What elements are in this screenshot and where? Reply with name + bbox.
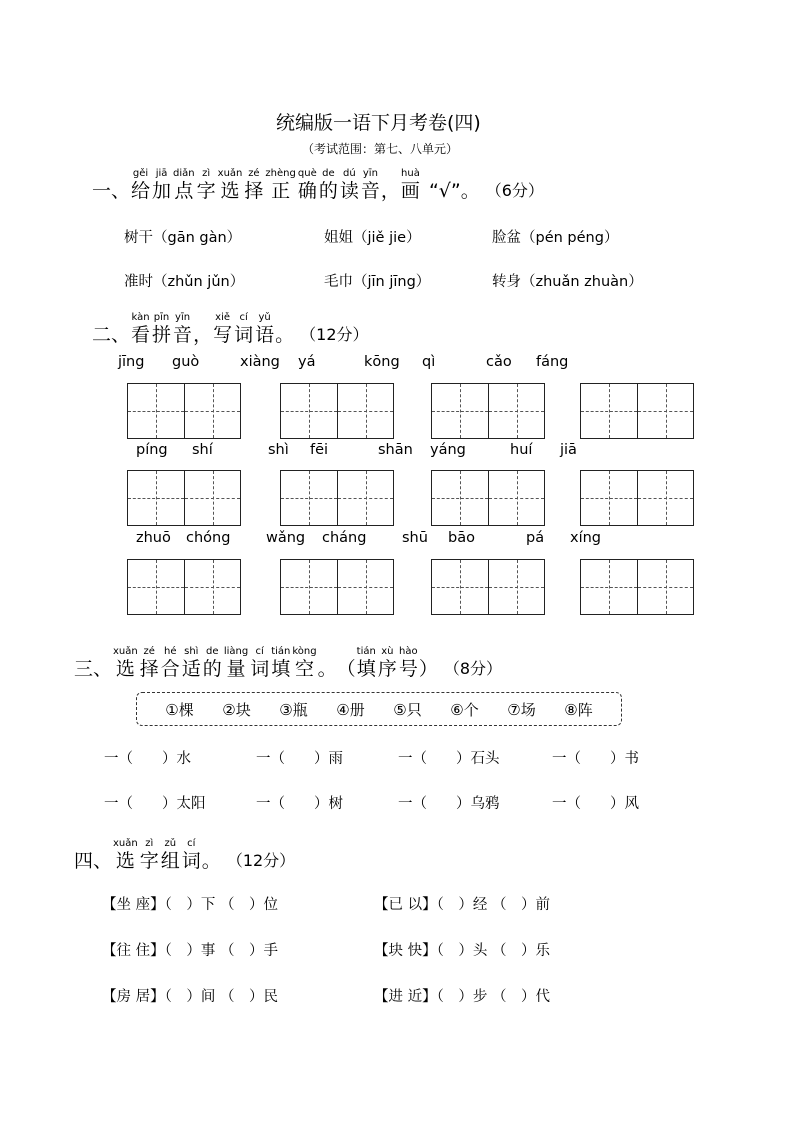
- section3-paren-char: [357, 646, 376, 680]
- hanzi-character: 序: [377, 658, 397, 680]
- section3-char: [224, 646, 248, 680]
- pinyin-annotation: cí: [239, 312, 248, 323]
- section1-char: [152, 168, 171, 202]
- section4-char: [113, 838, 138, 872]
- pinyin-annotation: xiě: [215, 312, 231, 323]
- section4-char: [182, 838, 201, 872]
- hanzi-character: 量: [226, 658, 246, 680]
- hanzi-character: 择: [139, 658, 159, 680]
- pinyin-label: guò: [172, 354, 200, 370]
- pinyin-label: jiā: [560, 442, 577, 458]
- fill-blank-item[interactable]: 一（ ）太阳: [104, 796, 206, 812]
- section4-heading: [74, 838, 295, 872]
- pinyin-label: bāo: [448, 530, 475, 546]
- hanzi-character: 加: [152, 180, 172, 202]
- pinyin-label: cháng: [322, 530, 367, 546]
- pinyin-label: shì: [268, 442, 289, 458]
- section2-char: [131, 312, 150, 346]
- writing-grid[interactable]: [431, 383, 545, 439]
- pinyin-annotation: zé: [248, 168, 260, 179]
- section1-heading: [92, 168, 544, 202]
- hanzi-character: 字: [139, 850, 159, 872]
- fill-blank-item[interactable]: 一（ ）风: [552, 796, 639, 812]
- section1-char: [340, 168, 359, 202]
- pinyin-annotation: xuǎn: [217, 168, 243, 179]
- word-group-item[interactable]: 【坐 座】（ ）下 （ ）位: [102, 897, 278, 913]
- pinyin-annotation: xù: [381, 646, 394, 657]
- pinyin-annotation: shì: [184, 646, 199, 657]
- hanzi-character: 择: [244, 180, 264, 202]
- bank-option: ⑥个: [450, 700, 479, 719]
- section2-score: （12分）: [300, 325, 369, 344]
- pinyin-label: yáng: [430, 442, 466, 458]
- s1-item: 树干（gān gàn）: [124, 230, 242, 246]
- section1-score: （6分）: [485, 181, 544, 200]
- section4-char: [161, 838, 180, 872]
- pinyin-label: yá: [298, 354, 316, 370]
- s1-item: 姐姐（jiě jie）: [324, 230, 421, 246]
- pinyin-annotation: tián: [271, 646, 291, 657]
- hanzi-character: 拼: [152, 324, 172, 346]
- section1-comma: ，: [380, 180, 400, 202]
- writing-grid[interactable]: [580, 559, 694, 615]
- pinyin-annotation: tián: [356, 646, 376, 657]
- hanzi-character: 词: [181, 850, 201, 872]
- section1-char: [244, 168, 263, 202]
- pinyin-label: shān: [378, 442, 413, 458]
- pinyin-label: pá: [526, 530, 545, 546]
- pinyin-label: wǎng: [266, 530, 306, 546]
- writing-grid[interactable]: [280, 470, 394, 526]
- bank-option: ①棵: [165, 700, 194, 719]
- hanzi-character: 读: [339, 180, 359, 202]
- bank-option: ⑦场: [507, 700, 536, 719]
- section1-char: [173, 168, 195, 202]
- pinyin-annotation: zé: [143, 646, 155, 657]
- hanzi-character: 选: [220, 180, 240, 202]
- section3-paren-char: [378, 646, 397, 680]
- pinyin-annotation: diǎn: [173, 168, 195, 179]
- section1-char: [197, 168, 216, 202]
- hanzi-character: 空: [294, 658, 314, 680]
- section1-char: [131, 168, 150, 202]
- hanzi-character: 合: [160, 658, 180, 680]
- hanzi-character: 语: [255, 324, 275, 346]
- section1-char: [265, 168, 295, 202]
- bank-option: ③瓶: [279, 700, 308, 719]
- writing-grid[interactable]: [580, 470, 694, 526]
- pinyin-label: fēi: [310, 442, 329, 458]
- pinyin-annotation: de: [322, 168, 335, 179]
- section1-char: [361, 168, 380, 202]
- section1-char: [218, 168, 243, 202]
- s1-item: 毛巾（jīn jīng）: [324, 274, 431, 290]
- section4-score: （12分）: [226, 851, 296, 870]
- pinyin-annotation: gěi: [132, 168, 149, 179]
- section2-char: [234, 312, 253, 346]
- writing-grid[interactable]: [431, 470, 545, 526]
- pinyin-annotation: què: [297, 168, 317, 179]
- fill-blank-item[interactable]: 一（ ）乌鸦: [398, 796, 500, 812]
- section2-char: [213, 312, 232, 346]
- writing-grid[interactable]: [580, 383, 694, 439]
- exam-title: 统编版一语下月考卷(四): [276, 112, 481, 134]
- pinyin-label: huí: [510, 442, 533, 458]
- hanzi-character: 给: [131, 180, 151, 202]
- hanzi-character: 填: [271, 658, 291, 680]
- word-group-item[interactable]: 【房 居】（ ）间 （ ）民: [102, 989, 278, 1005]
- hanzi-character: 看: [131, 324, 151, 346]
- fill-blank-item[interactable]: 一（ ）树: [256, 796, 343, 812]
- hanzi-character: 的: [202, 658, 222, 680]
- writing-grid[interactable]: [431, 559, 545, 615]
- hanzi-character: 选: [115, 658, 135, 680]
- pinyin-annotation: hào: [399, 646, 418, 657]
- pinyin-label: cǎo: [486, 354, 512, 370]
- word-group-item[interactable]: 【块 快】（ ）头 （ ）乐: [374, 943, 550, 959]
- section3-char: [292, 646, 316, 680]
- pinyin-annotation: cí: [255, 646, 264, 657]
- section3-char: [203, 646, 222, 680]
- fill-blank-item[interactable]: 一（ ）书: [552, 751, 639, 767]
- section4-number: 四、: [74, 850, 113, 872]
- section3-number: 三、: [74, 658, 113, 680]
- pinyin-annotation: yīn: [175, 312, 191, 323]
- pinyin-label: chóng: [186, 530, 231, 546]
- s1-item: 转身（zhuǎn zhuàn）: [492, 274, 643, 290]
- exam-scope: （考试范围：第七、八单元）: [302, 142, 459, 156]
- pinyin-annotation: pīn: [153, 312, 170, 323]
- writing-grid[interactable]: [280, 383, 394, 439]
- pinyin-annotation: xuǎn: [113, 838, 138, 849]
- pinyin-annotation: zì: [145, 838, 154, 849]
- pinyin-annotation: yīn: [362, 168, 378, 179]
- pinyin-label: shí: [192, 442, 213, 458]
- section1-char: [298, 168, 317, 202]
- writing-grid[interactable]: [280, 559, 394, 615]
- hanzi-character: 音: [360, 180, 380, 202]
- fill-blank-item[interactable]: 一（ ）雨: [256, 751, 343, 767]
- hanzi-character: 点: [174, 180, 194, 202]
- s1-item: 准时（zhǔn jǔn）: [124, 274, 245, 290]
- section3-char: [113, 646, 138, 680]
- section3-heading: [74, 646, 502, 680]
- pinyin-annotation: zǔ: [164, 838, 177, 849]
- hanzi-character: 的: [318, 180, 338, 202]
- word-group-item[interactable]: 【进 近】（ ）步 （ ）代: [374, 989, 550, 1005]
- section3-char: [140, 646, 159, 680]
- s1-item: 脸盆（pén péng）: [492, 230, 619, 246]
- pinyin-annotation: zhèng: [265, 168, 296, 179]
- section3-paren-open: （: [336, 658, 356, 680]
- pinyin-label: qì: [422, 354, 436, 370]
- hanzi-character: 词: [234, 324, 254, 346]
- hanzi-character: 填: [356, 658, 376, 680]
- section2-heading: [92, 312, 369, 346]
- hanzi-character: 确: [297, 180, 317, 202]
- hanzi-character: 音: [173, 324, 193, 346]
- hanzi-character: 字: [196, 180, 216, 202]
- section4-end: 。: [201, 850, 221, 872]
- writing-grid[interactable]: [127, 559, 241, 615]
- pinyin-annotation: yǔ: [258, 312, 271, 323]
- hanzi-character: 正: [271, 180, 291, 202]
- bank-option: ②块: [222, 700, 251, 719]
- word-group-item[interactable]: 【已 以】（ ）经 （ ）前: [374, 897, 550, 913]
- fill-blank-item[interactable]: 一（ ）水: [104, 751, 191, 767]
- section3-char: [271, 646, 290, 680]
- pinyin-label: xíng: [570, 530, 602, 546]
- section1-number: 一、: [92, 180, 131, 202]
- bank-option: ⑤只: [393, 700, 422, 719]
- section3-char: [161, 646, 180, 680]
- pinyin-label: zhuō: [136, 530, 171, 546]
- section1-char-hua: huà 画: [400, 168, 420, 202]
- pinyin-label: kōng: [364, 354, 400, 370]
- pinyin-annotation: xuǎn: [113, 646, 138, 657]
- writing-grid[interactable]: [127, 383, 241, 439]
- word-group-item[interactable]: 【往 住】（ ）事 （ ）手: [102, 943, 278, 959]
- pinyin-annotation: de: [206, 646, 219, 657]
- pinyin-label: jīng: [118, 354, 145, 370]
- hanzi-character: 适: [181, 658, 201, 680]
- pinyin-annotation: liàng: [223, 646, 249, 657]
- section2-end: 。: [275, 324, 295, 346]
- writing-grid[interactable]: [127, 470, 241, 526]
- section2-char: [152, 312, 171, 346]
- section3-char: [182, 646, 201, 680]
- pinyin-label: xiàng: [240, 354, 280, 370]
- section4-char: [140, 838, 159, 872]
- pinyin-annotation: hé: [164, 646, 177, 657]
- pinyin-annotation: jiā: [155, 168, 168, 179]
- section3-end: 。: [317, 658, 337, 680]
- section3-paren-char: [399, 646, 418, 680]
- hanzi-character: 组: [160, 850, 180, 872]
- section3-paren-close: ）: [418, 658, 438, 680]
- bank-option: ⑧阵: [564, 700, 593, 719]
- pinyin-annotation: dú: [343, 168, 356, 179]
- pinyin-annotation: cí: [187, 838, 196, 849]
- hanzi-character: 词: [250, 658, 270, 680]
- hanzi-character: 选: [115, 850, 135, 872]
- bank-option: ④册: [336, 700, 365, 719]
- section1-char: [319, 168, 338, 202]
- section2-char: [173, 312, 192, 346]
- pinyin-annotation: zì: [202, 168, 211, 179]
- section1-tail: “√”。: [428, 180, 480, 202]
- pinyin-label: shū: [402, 530, 428, 546]
- pinyin-label: píng: [136, 442, 168, 458]
- hanzi-character: 号: [398, 658, 418, 680]
- pinyin-label: fáng: [536, 354, 569, 370]
- measure-word-bank: [136, 692, 622, 726]
- section3-char: [250, 646, 269, 680]
- section2-comma: ，: [193, 324, 213, 346]
- hanzi-character: 写: [213, 324, 233, 346]
- section2-char: [255, 312, 274, 346]
- fill-blank-item[interactable]: 一（ ）石头: [398, 751, 500, 767]
- pinyin-annotation: kàn: [131, 312, 150, 323]
- pinyin-annotation: kòng: [292, 646, 317, 657]
- section3-score: （8分）: [443, 659, 503, 678]
- section2-number: 二、: [92, 324, 131, 346]
